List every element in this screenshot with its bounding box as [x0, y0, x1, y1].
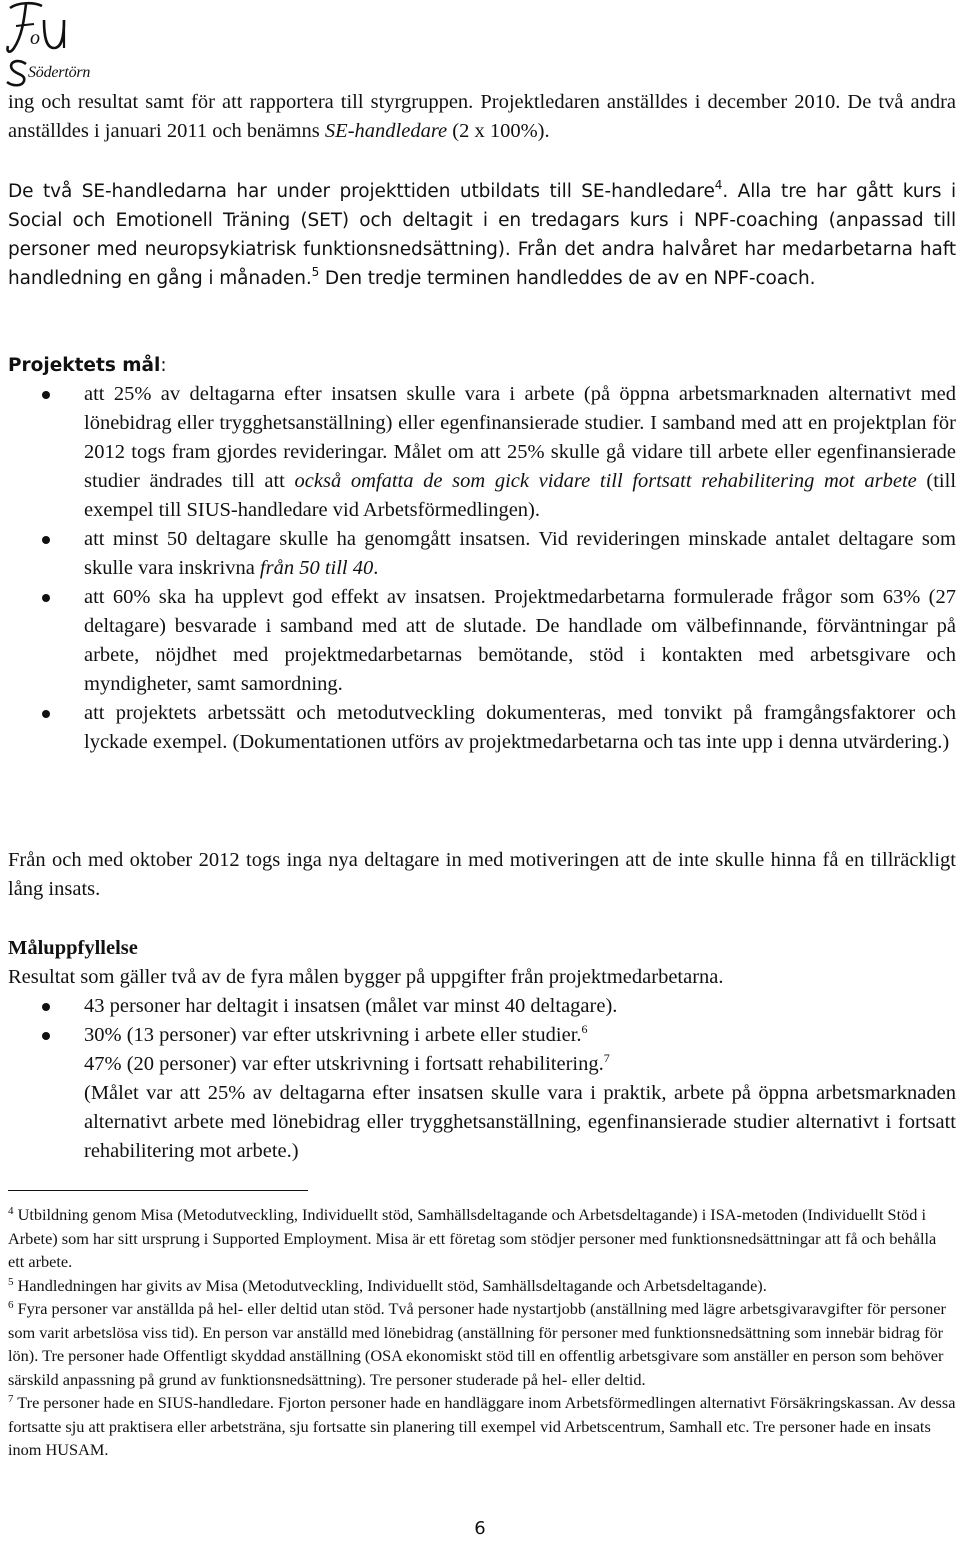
bullet-icon	[42, 594, 50, 602]
fulfillment-heading: Måluppfyllelse	[8, 937, 138, 959]
paragraph-training	[8, 177, 956, 293]
goals-list	[8, 380, 956, 757]
footnote-ref-5[interactable]: 5	[311, 265, 320, 279]
goal-item-3: att 60% ska ha upplevt god effekt av insatsen. Projektmedarbetarna formulerade frågor som 63% (27 deltagare) besvarade i samband med att de slutade. De handlade om välbefinnande, förväntningar på arbete, nöjdhet med projektmedarbetarnas bemötande, stöd i kontakten med arbetsgivare och myndigheter, samt samordning.	[8, 583, 956, 699]
para2-text-1: De två SE-handledarna har under projekttiden utbildats till SE-handledare	[8, 181, 715, 202]
bullet-icon	[42, 536, 50, 544]
footnote-ref-6[interactable]: 6	[581, 1022, 588, 1036]
paragraph-intake-stop: Från och med oktober 2012 togs inga nya deltagare in med motiveringen att de inte skulle hinna få en tillräckligt lång insats.	[8, 849, 956, 900]
para2-text-3: Den tredje terminen handleddes de av en NPF-coach.	[319, 268, 816, 289]
bullet-icon	[42, 710, 50, 718]
fou-sodertorn-logo	[4, 0, 91, 88]
section-goals	[8, 351, 956, 757]
footnote-7: $^7$ Tre personer hade en SIUS-handledare. Fjorton personer hade en handläggare inom Arbetsförmedlingen alternativt Försäkringskassan. Av dessa fortsatte sju att praktisera eller arbetsträna, sju fortsatte sin planering till exempel vid Arbetscentrum, Samhall etc. Tre personer hade en insats inom HUSAM.	[8, 1393, 956, 1459]
footnote-separator	[8, 1190, 308, 1191]
para1-text-a: ing och resultat samt för att rapportera till styrgruppen. Projektledaren anställdes i december 2010. De två andra anställdes i januari 2011 och benämns	[8, 91, 956, 142]
fulfillment-list	[8, 992, 956, 1166]
footnote-5: $^5$ Handledningen har givits av Misa (Metodutveckling, Individuellt stöd, Samhällsdeltagande och Arbetsdeltagande).	[8, 1275, 767, 1295]
bullet-icon	[42, 1032, 50, 1040]
goal-item-2: att minst 50 deltagare skulle ha genomgått insatsen. Vid revideringen minskade antalet deltagare som skulle vara inskrivna från 50 till 40.	[8, 525, 956, 583]
footnote-ref-7[interactable]: 7	[603, 1051, 610, 1065]
para1-italic: SE-handledare	[324, 120, 448, 142]
footnote-6: $^6$ Fyra personer var anställda på hel- eller deltid utan stöd. Två personer hade nystartjobb (anställning med lägre arbetsgivaravgifter för personer som varit arbetslösa viss tid). En person var anställd med lönebidrag (anställning för personer med funktionsnedsättning som innebär bidrag för lön). Tre personer hade Offentligt skyddad anställning (OSA ekonomiskt stöd till en offentlig arbetsgivare som anställer en person som behöver särskild anpassning på grund av funktionsnedsättning). Tre personer studerade på hel- eller deltid.	[8, 1299, 946, 1389]
fulfillment-intro: Resultat som gäller två av de fyra målen bygger på uppgifter från projektmedarbetarna.	[8, 966, 724, 988]
fulfillment-item-1: 43 personer har deltagit i insatsen (målet var minst 40 deltagare).	[8, 992, 956, 1021]
section-fulfillment	[8, 934, 956, 1166]
footnote-4: $^4$ Utbildning genom Misa (Metodutveckling, Individuellt stöd, Samhällsdeltagande och Arbetsdeltagande) i ISA-metoden (Individuellt Stöd i Arbete) som har sitt ursprung i Supported Employment. Misa är ett företag som stödjer personer med funktionsnedsättningar att få och behålla ett arbete.	[8, 1205, 937, 1271]
paragraph-intro	[8, 88, 956, 146]
footnote-ref-4[interactable]: 4	[714, 178, 723, 192]
goal-item-1: att 25% av deltagarna efter insatsen skulle vara i arbete (på öppna arbetsmarknaden alternativt med lönebidrag eller trygghetsanställning) eller egenfinansierade studier. I samband med att en projektplan för 2012 togs fram gjordes revideringar. Målet om att 25% skulle gå vidare till arbete eller egenfinansierade studier ändrades till att också omfatta de som gick vidare till fortsatt rehabilitering mot arbete (till exempel till SIUS-handledare vid Arbetsförmedlingen).	[8, 380, 956, 525]
para1-text-b: (2 x 100%).	[447, 120, 550, 142]
svg-text:o: o	[30, 27, 40, 49]
para2-text-2: . Alla tre har gått kurs i Social och Emotionell Träning (SET) och deltagit i en tredagars kurs i NPF-coaching (anpassad till personer med neuropsykiatrisk funktionsnedsättning). Från det andra halvåret har medarbetarna haft handledning en gång i månaden.	[8, 181, 956, 289]
footnotes	[8, 1203, 956, 1462]
logo-wordmark: Södertörn	[28, 64, 91, 81]
bullet-icon	[42, 1003, 50, 1011]
fulfillment-item-2: 30% (13 personer) var efter utskrivning i arbete eller studier.$^6$ 47% (20 personer) var efter utskrivning i fortsatt rehabilitering.$^7$ (Målet var att 25% av deltagarna efter insatsen skulle vara i praktik, arbete på öppna arbetsmarknaden alternativt arbete med lönebidrag eller trygghetsanställning, egenfinansierade studier alternativt i fortsatt rehabilitering mot arbete.)	[8, 1021, 956, 1166]
goals-heading-colon: :	[160, 355, 167, 376]
page-number: 6	[474, 1518, 486, 1539]
bullet-icon	[42, 391, 50, 399]
goals-heading: Projektets mål	[8, 355, 161, 376]
goal-item-4: att projektets arbetssätt och metodutveckling dokumenteras, med tonvikt på framgångsfaktorer och lyckade exempel. (Dokumentationen utförs av projektmedarbetarna och tas inte upp i denna utvärdering.)	[8, 699, 956, 757]
